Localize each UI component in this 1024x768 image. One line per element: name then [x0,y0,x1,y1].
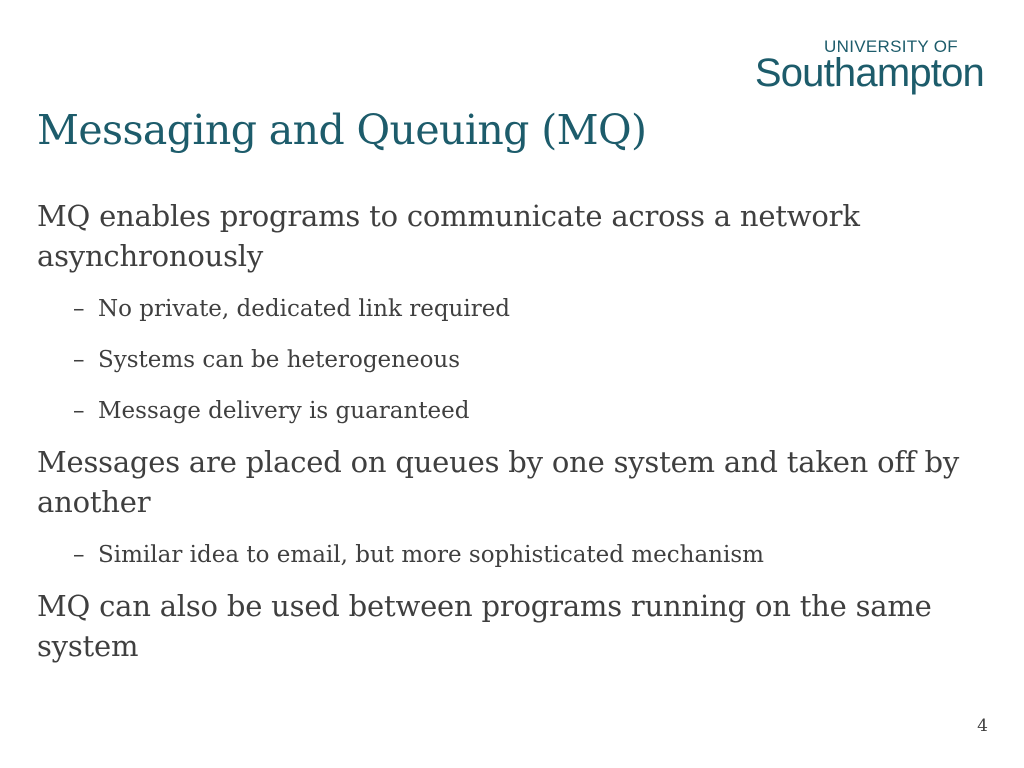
sub-bullet-2-1 [37,540,987,570]
sub-bullet-text: Message delivery is guaranteed [98,398,470,424]
logo-line-university-of: UNIVERSITY OF [824,37,958,56]
dash-marker: – [73,296,85,322]
bullet-1: MQ enables programs to communicate across a network asynchronously [37,199,860,273]
bullet-2: Messages are placed on queues by one system and taken off by another [37,445,960,519]
slide-title: Messaging and Queuing (MQ) [37,106,647,154]
dash-marker: – [73,398,85,424]
sub-bullet-text: Systems can be heterogeneous [98,347,461,373]
sub-bullet-1-2 [37,345,987,375]
dash-marker: – [73,347,85,373]
page-number: 4 [977,716,988,736]
sub-bullet-1-1 [37,294,987,324]
dash-marker: – [73,542,85,568]
bullet-3: MQ can also be used between programs running on the same system [37,589,932,663]
university-logo [734,37,984,95]
sub-bullet-1-3 [37,396,987,426]
logo-line-southampton: Southampton [754,51,984,95]
sub-bullet-text: No private, dedicated link required [98,296,511,322]
sub-bullet-text: Similar idea to email, but more sophisticated mechanism [98,542,764,568]
slide-body [37,196,987,666]
